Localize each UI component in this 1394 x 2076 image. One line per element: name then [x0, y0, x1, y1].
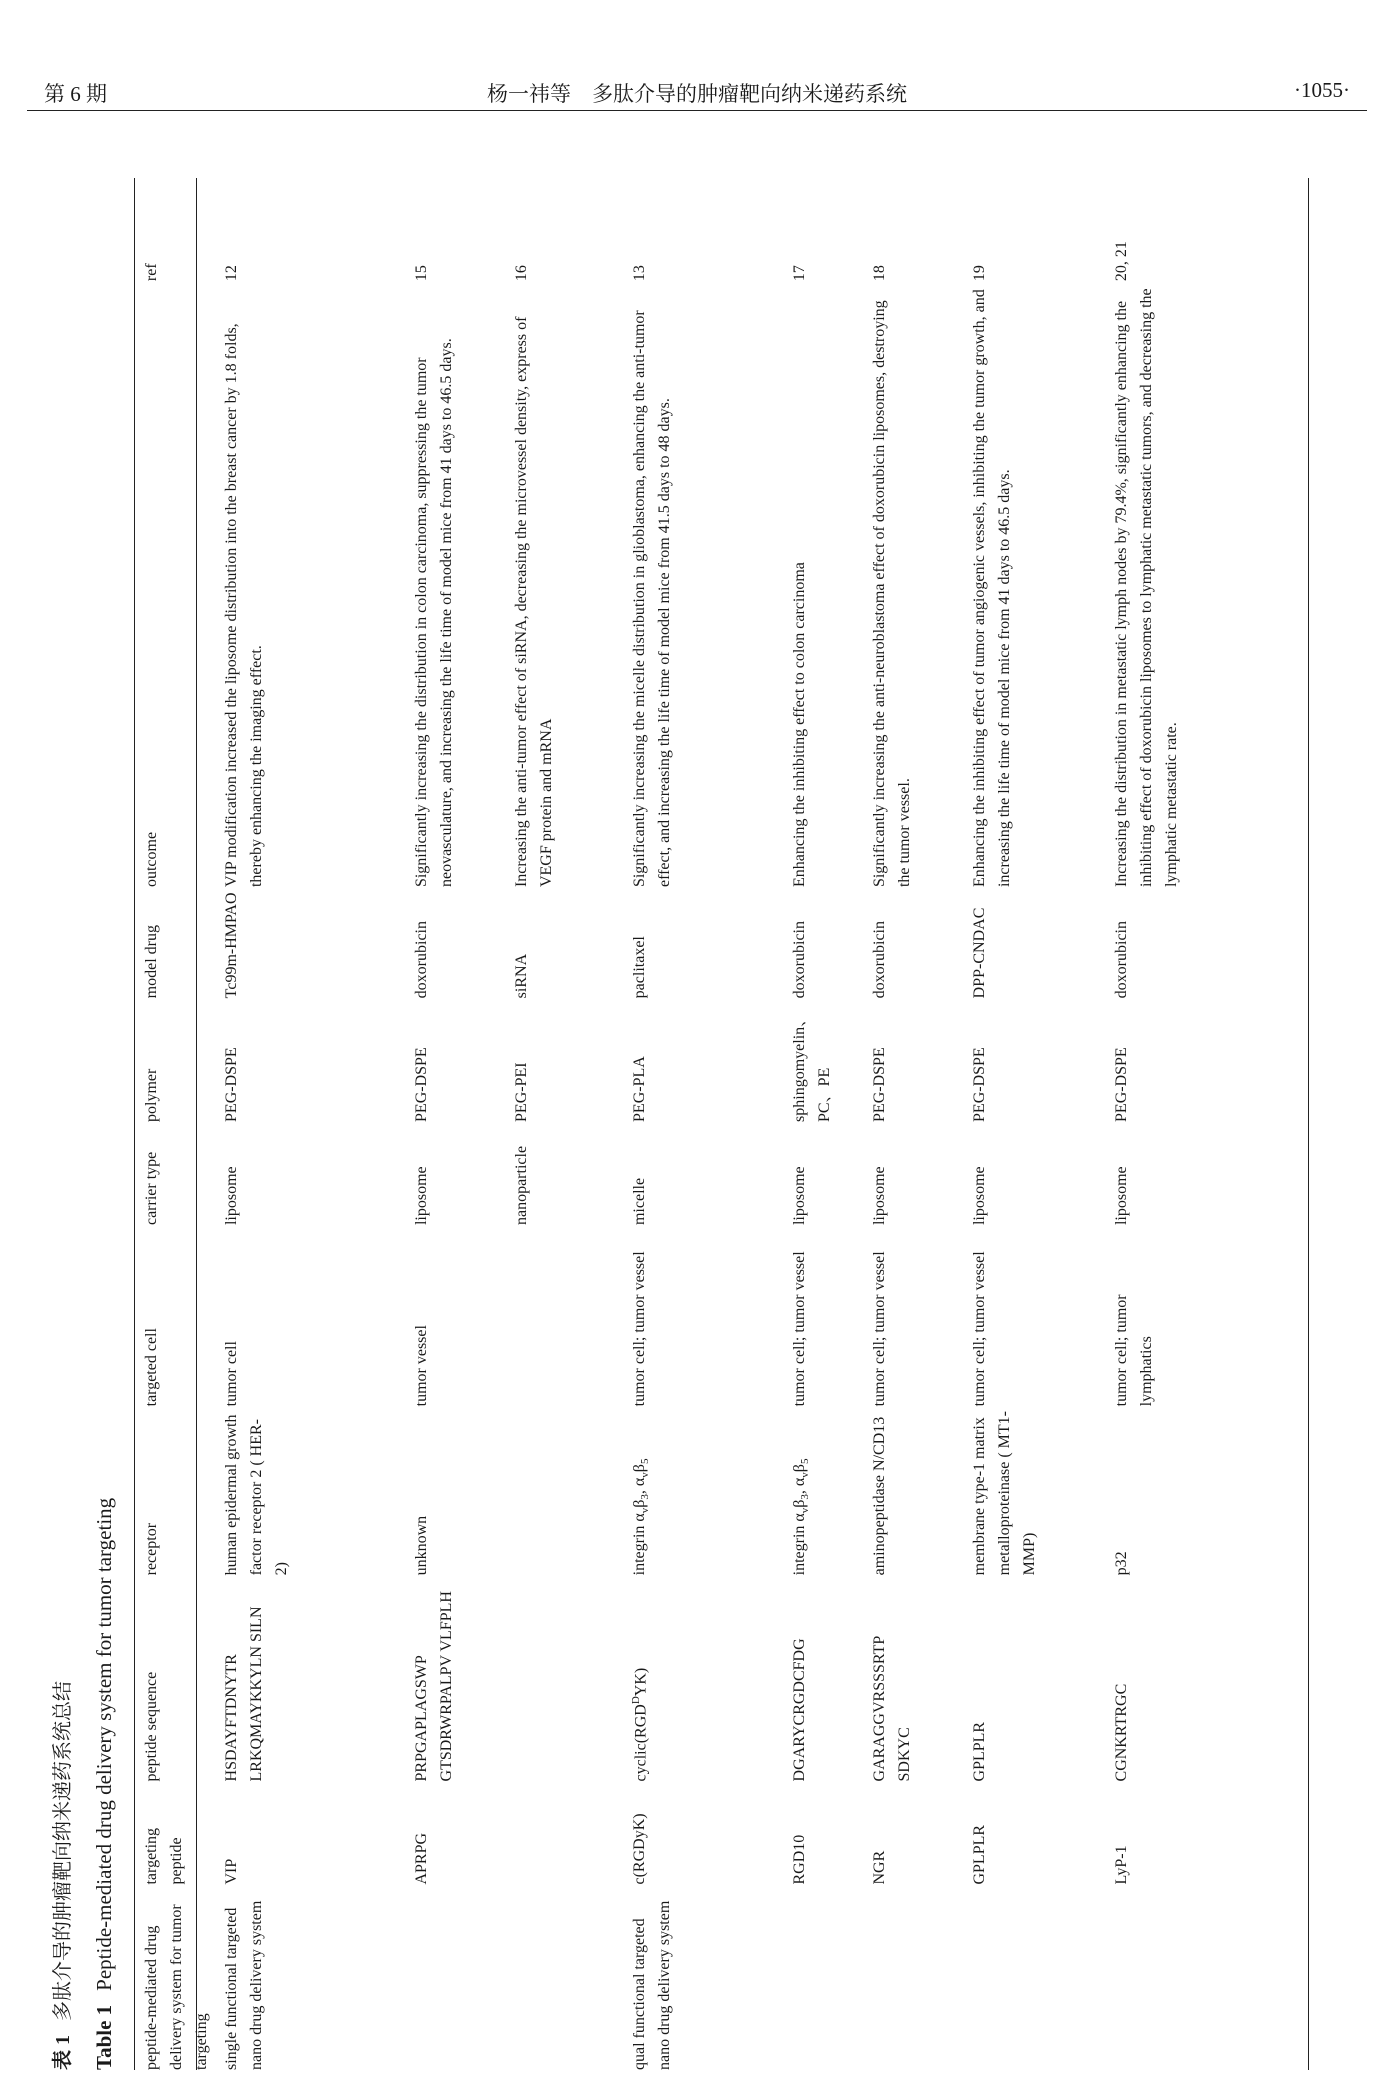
caption-cn-label: 表 1 — [52, 2035, 74, 2070]
cell-drug: siRNA — [513, 953, 531, 999]
cell-carrier: liposome — [413, 1166, 431, 1226]
cell-system — [504, 1885, 622, 2070]
col-header-cell: targeted cell — [143, 1328, 160, 1407]
cell-ref: 16 — [513, 265, 531, 282]
issue-number: 第 6 期 — [44, 82, 107, 106]
cell-carrier: liposome — [971, 1166, 989, 1226]
table-row — [1104, 178, 1184, 2070]
cell-drug: Tc99m-HMPAO — [223, 892, 241, 999]
cell-outcome: VIP modification increased the liposome distribution into the breast cancer by 1.8 folds, thereby enhancing the imaging effect. — [223, 323, 266, 888]
cell-polymer: PEG-DSPE — [871, 1047, 889, 1122]
cell-peptide: LyP-1 — [1113, 1845, 1131, 1885]
table-row — [862, 178, 962, 2070]
cell-sequence: GPLPLR — [971, 1721, 989, 1782]
cell-sequence: $cyclic(RGD^DYK)$ — [630, 1667, 650, 1782]
cell-targeted-cell: tumor vessel — [413, 1325, 431, 1407]
cell-drug: doxorubicin — [871, 920, 889, 999]
cell-polymer: PEG-DSPE — [223, 1047, 241, 1122]
cell-system: single functional targeted nano drug delivery system — [223, 1900, 266, 2070]
cell-system — [862, 1885, 962, 2070]
cell-polymer: PEG-PEI — [513, 1062, 531, 1122]
cell-receptor: aminopeptidase N/CD13 — [871, 1416, 889, 1576]
cell-peptide: c(RGDyK) — [631, 1813, 649, 1885]
caption-cn-text: 多肽介导的肿瘤靶向纳米递药系统总结 — [52, 1681, 74, 2021]
rotated-table-block — [40, 140, 1350, 2070]
col-header-drug: model drug — [143, 924, 160, 999]
running-title: 杨一祎等 多肽介导的肿瘤靶向纳米递药系统 — [487, 82, 907, 106]
cell-receptor: human epidermal growth factor receptor 2 ( HER-2) — [223, 1414, 290, 1576]
cell-sequence: DGARYCRGDCFDG — [791, 1638, 809, 1782]
page-number: ·1055· — [1294, 78, 1350, 102]
cell-system — [782, 1885, 862, 2070]
cell-carrier: liposome — [791, 1166, 809, 1226]
cell-receptor: integrin $\alpha_v\beta_3$, $\alpha_v\beta_5$ — [791, 1458, 812, 1576]
cell-receptor — [504, 1406, 622, 1575]
header-rule — [27, 110, 1367, 111]
cell-polymer: PEG-DSPE — [413, 1047, 431, 1122]
cell-sequence: CGNKRTRGC — [1113, 1683, 1131, 1782]
cell-receptor: unknown — [413, 1515, 431, 1576]
table-caption-cn — [46, 1681, 75, 2070]
cell-ref: 17 — [791, 265, 809, 282]
col-header-system: peptide-mediated drug delivery system for tumor targeting — [143, 1904, 210, 2070]
table-header-row — [140, 178, 214, 2070]
cell-drug: doxorubicin — [1113, 920, 1131, 999]
cell-system — [1104, 1885, 1184, 2070]
cell-peptide: VIP — [223, 1858, 241, 1885]
col-header-polymer: polymer — [143, 1068, 160, 1122]
cell-carrier: liposome — [223, 1166, 241, 1226]
cell-outcome: Increasing the distribution in metastatic lymph nodes by 79.4%, significantly enhancing the inhibiting effect of doxorubicin liposomes to lymphatic metastatic tumors, and decreasing the lymphatic metastatic rate. — [1113, 288, 1180, 888]
table-row — [962, 178, 1104, 2070]
cell-ref: 19 — [971, 265, 989, 282]
cell-targeted-cell: tumor cell — [223, 1341, 241, 1407]
cell-outcome: Increasing the anti-tumor effect of siRNA, decreasing the microvessel density, express of VEGF protein and mRNA — [513, 316, 556, 888]
cell-peptide — [504, 1781, 622, 1884]
cell-peptide: NGR — [871, 1850, 889, 1885]
cell-receptor: p32 — [1113, 1551, 1131, 1576]
table-caption-en — [92, 1498, 117, 2070]
cell-system — [962, 1885, 1104, 2070]
table-row — [782, 178, 862, 2070]
cell-ref: 15 — [413, 265, 431, 282]
cell-ref: 18 — [871, 265, 889, 282]
cell-targeted-cell: tumor cell; tumor lymphatics — [1113, 1294, 1156, 1407]
cell-targeted-cell: tumor cell; tumor vessel — [971, 1251, 989, 1407]
cell-outcome: Significantly increasing the distribution in colon carcinoma, suppressing the tumor neovasculature, and increasing the life time of model mice from 41 days to 46.5 days. — [413, 338, 456, 888]
cell-drug: doxorubicin — [791, 920, 809, 999]
cell-outcome: Enhancing the inhibiting effect to colon carcinoma — [791, 562, 809, 888]
cell-targeted-cell: tumor cell; tumor vessel — [871, 1251, 889, 1407]
cell-polymer: PEG-PLA — [631, 1056, 649, 1122]
cell-ref: 12 — [223, 265, 241, 282]
cell-system — [404, 1885, 504, 2070]
cell-carrier: liposome — [871, 1166, 889, 1226]
cell-peptide: RGD10 — [791, 1834, 809, 1885]
cell-drug: DPP-CNDAC — [971, 907, 989, 999]
cell-receptor: membrane type-1 matrix metalloproteinase ( MT1-MMP) — [971, 1410, 1038, 1576]
col-header-sequence: peptide sequence — [143, 1671, 160, 1782]
cell-sequence: PRPGAPLAGSWP GTSDRWRPALPV VLFPLH — [413, 1591, 456, 1782]
col-header-outcome: outcome — [143, 831, 160, 888]
cell-system: qual functional targeted nano drug delivery system — [631, 1900, 674, 2070]
cell-polymer: PEG-DSPE — [1113, 1047, 1131, 1122]
cell-peptide: APRPG — [413, 1832, 431, 1885]
cell-drug: doxorubicin — [413, 920, 431, 999]
caption-en-label: Table 1 — [92, 2004, 116, 2070]
cell-targeted-cell — [504, 1225, 622, 1406]
table-row — [404, 178, 504, 2070]
cell-targeted-cell: tumor cell; tumor vessel — [631, 1251, 649, 1407]
cell-receptor: integrin $\alpha_v\beta_3$, $\alpha_v\beta_5$ — [631, 1458, 652, 1576]
table-top-rule — [134, 178, 135, 2070]
cell-outcome: Enhancing the inhibiting effect of tumor angiogenic vessels, inhibiting the tumor growth, and increasing the life time of model mice from 41 days to 46.5 days. — [971, 289, 1014, 888]
cell-outcome: Significantly increasing the micelle distribution in glioblastoma, enhancing the anti-tumor effect, and increasing the life time of model mice from 41.5 days to 48 days. — [631, 310, 674, 888]
cell-carrier: liposome — [1113, 1166, 1131, 1226]
cell-polymer: PEG-DSPE — [971, 1047, 989, 1122]
cell-sequence: GARAGGVRSSSRTP SDKYC — [871, 1636, 914, 1782]
cell-carrier: micelle — [631, 1177, 649, 1226]
cell-drug: paclitaxel — [631, 936, 649, 999]
cell-peptide: GPLPLR — [971, 1824, 989, 1885]
cell-ref: 20, 21 — [1113, 241, 1131, 282]
cell-targeted-cell: tumor cell; tumor vessel — [791, 1251, 809, 1407]
caption-en-text: Peptide-mediated drug delivery system for tumor targeting — [92, 1497, 116, 1991]
col-header-carrier: carrier type — [143, 1151, 160, 1226]
cell-sequence: HSDAYFTDNYTR LRKQMAYKKYLN SILN — [223, 1606, 266, 1782]
table-row — [622, 178, 782, 2070]
table-bottom-rule — [1308, 178, 1309, 2070]
cell-polymer: sphingomyelin、PC、PE — [791, 1010, 834, 1122]
cell-ref: 13 — [631, 265, 649, 282]
table-row — [214, 178, 404, 2070]
cell-outcome: Significantly increasing the anti-neuroblastoma effect of doxorubicin liposomes, destroying the tumor vessel. — [871, 300, 914, 888]
table-row — [504, 178, 622, 2070]
col-header-peptide: targeting peptide — [143, 1827, 185, 1885]
cell-sequence — [504, 1575, 622, 1781]
cell-carrier: nanoparticle — [513, 1145, 531, 1226]
summary-table — [140, 178, 1185, 2070]
col-header-ref: ref — [143, 263, 160, 282]
col-header-receptor: receptor — [143, 1522, 160, 1576]
